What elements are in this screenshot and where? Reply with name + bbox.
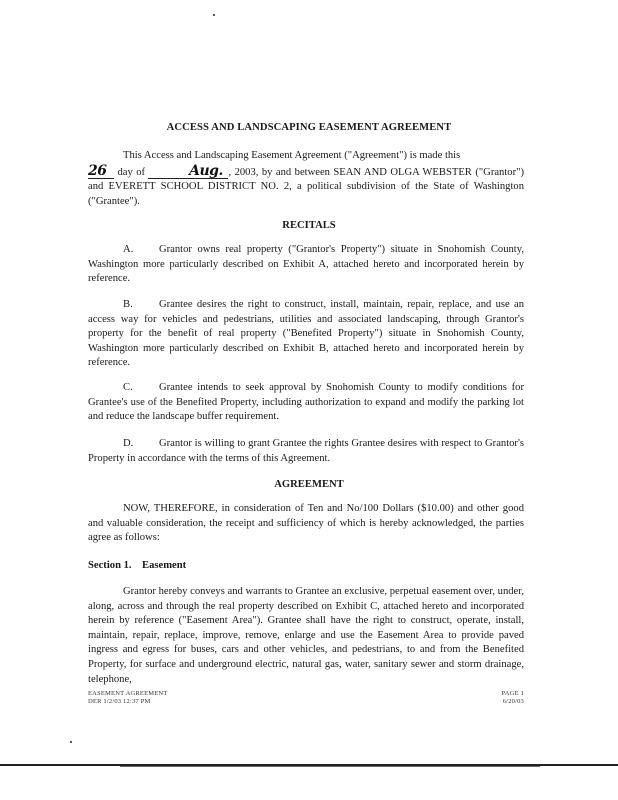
recital-letter: B.: [123, 299, 133, 310]
intro-after-month: , 2003, by and between SEAN AND OLGA WEBSTER: [228, 166, 472, 178]
section1-paragraph: Grantor hereby conveys and warrants to Grantee an exclusive, perpetual easement over, under, along, across and through the real property described on Exhibit C, attached hereto and incorporated herein by reference ("Easement Area"). Grantee shall have the right to construct, operate, install, maintain, repair, replace, improve, remove, enlarge and use the Easement Area to provide paved ingress and egress for buses, cars and other vehicles, and pedestrians, to and from the Benefited Property, for surface and underground electric, natural gas, water, sanitary sewer and storm drainage, telephone,: [88, 586, 524, 685]
footer-doc-code: DER 1/2/03 12:37 PM: [88, 698, 151, 705]
scan-speck: [70, 741, 72, 743]
section-number: Section 1.: [88, 560, 132, 571]
recital-text: Grantor is willing to grant Grantee the rights Grantee desires with respect to Grantor's Property in accordance with the terms of this Agreement.: [88, 438, 524, 464]
handwritten-month: Aug.: [148, 164, 228, 180]
recital-letter: A.: [123, 244, 134, 255]
footer-page-number: PAGE 1: [501, 690, 524, 697]
intro-line1: This Access and Landscaping Easement Agreement ("Agreement") is made this: [123, 150, 461, 161]
section-name: Easement: [142, 560, 187, 571]
agreement-heading: AGREEMENT: [274, 479, 344, 490]
footer-date: 6/20/03: [502, 698, 524, 705]
handwritten-day: 26: [88, 164, 114, 180]
recital-c: [88, 381, 524, 425]
intro-rest: ("Grantor") and EVERETT SCHOOL DISTRICT NO. 2, a political subdivision of the State of Washington ("Grantee").: [88, 166, 524, 207]
footer-right: [502, 690, 524, 706]
recitals-heading: RECITALS: [282, 220, 336, 231]
recital-a: [88, 243, 524, 287]
recital-text: Grantee desires the right to construct, install, maintain, repair, replace, and use an access way for vehicles and pedestrians, utilities and associated landscaping, through Grantor's property for the benefit of real property ("Benefited Property") situate in Snohomish County, Washington more particularly described on Exhibit B, attached hereto and incorporated herein by reference.: [88, 299, 524, 369]
intro-paragraph: [88, 149, 524, 209]
page-footer: [88, 690, 524, 706]
document-title: ACCESS AND LANDSCAPING EASEMENT AGREEMENT: [166, 122, 452, 133]
intro-day-of: day of: [117, 166, 146, 178]
recital-letter: C.: [123, 382, 133, 393]
recital-b: [88, 298, 524, 371]
recital-text: Grantor owns real property ("Grantor's Property") situate in Snohomish County, Washington more particularly described on Exhibit A, attached hereto and incorporated herein by reference.: [88, 244, 524, 285]
agreement-paragraph: NOW, THEREFORE, in consideration of Ten and No/100 Dollars ($10.00) and other good and valuable consideration, the receipt and sufficiency of which is hereby acknowledged, the parties agree as follows:: [88, 503, 524, 544]
recital-d: [88, 437, 524, 466]
footer-doc-name: EASEMENT AGREEMENT: [88, 690, 168, 697]
section1-heading: [88, 559, 524, 574]
scan-artifact-line: [120, 766, 540, 767]
recital-letter: D.: [123, 438, 134, 449]
scan-speck: [213, 14, 215, 16]
recital-text: Grantee intends to seek approval by Snohomish County to modify conditions for Grantee's use of the Benefited Property, including authorization to expand and modify the parking lot and reduce the landscape buffer requirement.: [88, 382, 524, 423]
